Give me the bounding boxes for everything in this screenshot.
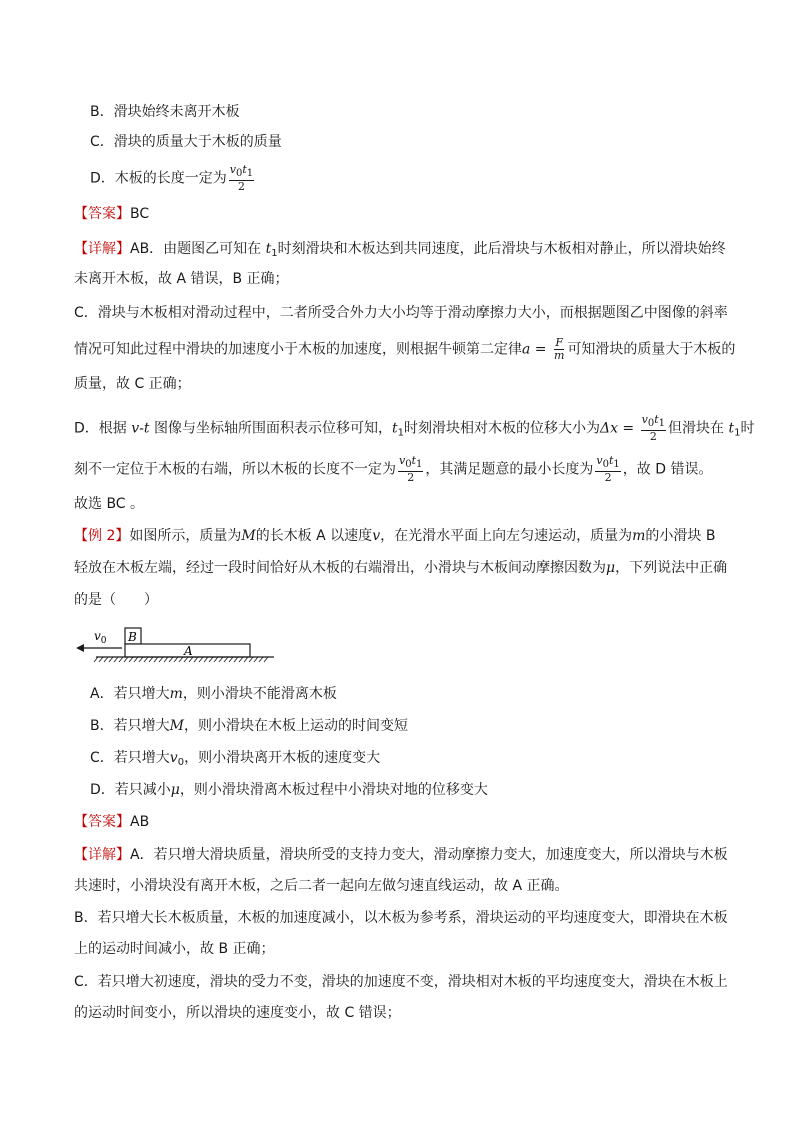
hatch-stroke bbox=[169, 657, 173, 662]
ex2-option-a: A．若只增大m，则小滑块不能滑离木板 bbox=[90, 686, 337, 702]
hatch-stroke bbox=[254, 657, 258, 662]
detail-1-conclusion: 故选 BC 。 bbox=[74, 496, 145, 512]
v0-arrow bbox=[76, 644, 122, 652]
hatch-stroke bbox=[244, 657, 248, 662]
hatch-stroke bbox=[194, 657, 198, 662]
answer-value: BC bbox=[130, 206, 150, 222]
hatch-stroke bbox=[144, 657, 148, 662]
answer-tag: 【答案】 bbox=[74, 206, 130, 222]
detail-tag: 【详解】 bbox=[74, 241, 130, 257]
detail-1-c-line-1: C．滑块与木板相对滑动过程中，二者所受合外力大小均等于滑动摩擦力大小，而根据题图乙中图像的斜率 bbox=[74, 305, 728, 321]
hatch-stroke bbox=[204, 657, 208, 662]
hatch-stroke bbox=[124, 657, 128, 662]
example-2-line-1: 【例 2】如图所示，质量为M的长木板 A 以速度v，在光滑水平面上向左匀速运动，质量为m的小滑块 B bbox=[74, 528, 716, 544]
hatch-stroke bbox=[234, 657, 238, 662]
detail-2-c-line-2: 的运动时间变小，所以滑块的速度变小，故 C 错误； bbox=[74, 1005, 401, 1021]
answer-2 bbox=[74, 812, 149, 832]
detail-2-tag: 【详解】 bbox=[74, 847, 130, 863]
block-b-label: B bbox=[128, 630, 137, 644]
hatch-stroke bbox=[264, 657, 268, 662]
detail-1-d-line-2: 刻不一定位于木板的右端，所以木板的长度不一定为 $\frac{v0t1}{2}$ ，其满足题意的最小长度为 $\frac{v0t1}{2}$ ，故 D 错误。 bbox=[74, 454, 713, 484]
option-c: C．滑块的质量大于木板的质量 bbox=[90, 134, 282, 150]
hatch-stroke bbox=[224, 657, 228, 662]
v0-label: $v_0$ bbox=[94, 629, 107, 646]
board-block-diagram bbox=[74, 624, 284, 666]
ex2-option-c: C．若只增大$v_0$，则小滑块离开木板的速度变大 bbox=[90, 750, 381, 768]
answer-2-value: AB bbox=[130, 814, 150, 830]
hatch-stroke bbox=[249, 657, 253, 662]
ground-hatching bbox=[94, 657, 268, 662]
hatch-stroke bbox=[119, 657, 123, 662]
answer-1 bbox=[74, 204, 149, 224]
fraction-v0t1-over-2: $\frac{v0t1}{2}$ bbox=[229, 163, 254, 193]
fraction-f-over-m: $\frac{F}{m}$ bbox=[554, 336, 565, 362]
detail-1-c-line-3: 质量，故 C 正确； bbox=[74, 376, 191, 392]
detail-2-b-line-2: 上的运动时间减小，故 B 正确； bbox=[74, 941, 275, 957]
detail-1-ab-line-1: 【详解】AB．由题图乙可知在 $t_1$时刻滑块和木板达到共同速度，此后滑块与木板相对静止，所以滑块始终 bbox=[74, 241, 726, 259]
ex2-option-b: B．若只增大M，则小滑块在木板上运动的时间变短 bbox=[90, 718, 408, 734]
example-2-line-3: 的是（ ） bbox=[74, 592, 158, 608]
option-d bbox=[90, 164, 256, 193]
option-b: B．滑块始终未离开木板 bbox=[90, 104, 240, 120]
hatch-stroke bbox=[164, 657, 168, 662]
hatch-stroke bbox=[209, 657, 213, 662]
hatch-stroke bbox=[219, 657, 223, 662]
ex2-option-d: D．若只减小μ，则小滑块滑离木板过程中小滑块对地的位移变大 bbox=[90, 782, 488, 798]
detail-2-b-line-1: B．若只增大长木板质量，木板的加速度减小，以木板为参考系，滑块运动的平均速度变大，即滑块在木板 bbox=[74, 910, 728, 926]
hatch-stroke bbox=[154, 657, 158, 662]
hatch-stroke bbox=[99, 657, 103, 662]
board-a-label: A bbox=[184, 644, 193, 658]
hatch-stroke bbox=[149, 657, 153, 662]
hatch-stroke bbox=[259, 657, 263, 662]
hatch-stroke bbox=[114, 657, 118, 662]
answer-2-tag: 【答案】 bbox=[74, 814, 130, 830]
hatch-stroke bbox=[179, 657, 183, 662]
detail-2-a-line-2: 共速时，小滑块没有离开木板，之后二者一起向左做匀速直线运动，故 A 正确。 bbox=[74, 878, 569, 894]
option-d-text: D．木板的长度一定为 bbox=[90, 170, 227, 187]
hatch-stroke bbox=[214, 657, 218, 662]
detail-1-ab-line-2: 未离开木板，故 A 错误，B 正确； bbox=[74, 271, 289, 287]
example-tag: 【例 2】 bbox=[74, 528, 130, 544]
fraction-dx: $\frac{v0t1}{2}$ bbox=[641, 413, 666, 443]
hatch-stroke bbox=[104, 657, 108, 662]
hatch-stroke bbox=[109, 657, 113, 662]
hatch-stroke bbox=[239, 657, 243, 662]
hatch-stroke bbox=[159, 657, 163, 662]
fraction-min-length: $\frac{v0t1}{2}$ bbox=[596, 454, 620, 484]
detail-2-a-line-1: 【详解】A．若只增大滑块质量，滑块所受的支持力变大，滑动摩擦力变大，加速度变大，所以滑块与木板 bbox=[74, 847, 728, 863]
hatch-stroke bbox=[134, 657, 138, 662]
fraction-length: $\frac{v0t1}{2}$ bbox=[399, 454, 423, 484]
hatch-stroke bbox=[94, 657, 98, 662]
hatch-stroke bbox=[229, 657, 233, 662]
hatch-stroke bbox=[139, 657, 143, 662]
hatch-stroke bbox=[174, 657, 178, 662]
hatch-stroke bbox=[199, 657, 203, 662]
example-2-line-2: 轻放在木板左端，经过一段时间恰好从木板的右端滑出，小滑块与木板间动摩擦因数为μ，下列说法中正确 bbox=[74, 560, 728, 576]
hatch-stroke bbox=[129, 657, 133, 662]
detail-1-c-line-2: 情况可知此过程中滑块的加速度小于木板的加速度，则根据牛顿第二定律a = $\frac{F}{m}$ 可知滑块的质量大于木板的 bbox=[74, 336, 736, 362]
detail-2-c-line-1: C．若只增大初速度，滑块的受力不变，滑块的加速度不变，滑块相对木板的平均速度变大，滑块在木板上 bbox=[74, 974, 728, 990]
detail-1-d-line-1: D．根据 v-t 图像与坐标轴所围面积表示位移可知，$t_1$时刻滑块相对木板的位移大小为Δx = $\frac{v0t1}{2}$ 但滑块在 $t_1$时 bbox=[74, 413, 755, 443]
